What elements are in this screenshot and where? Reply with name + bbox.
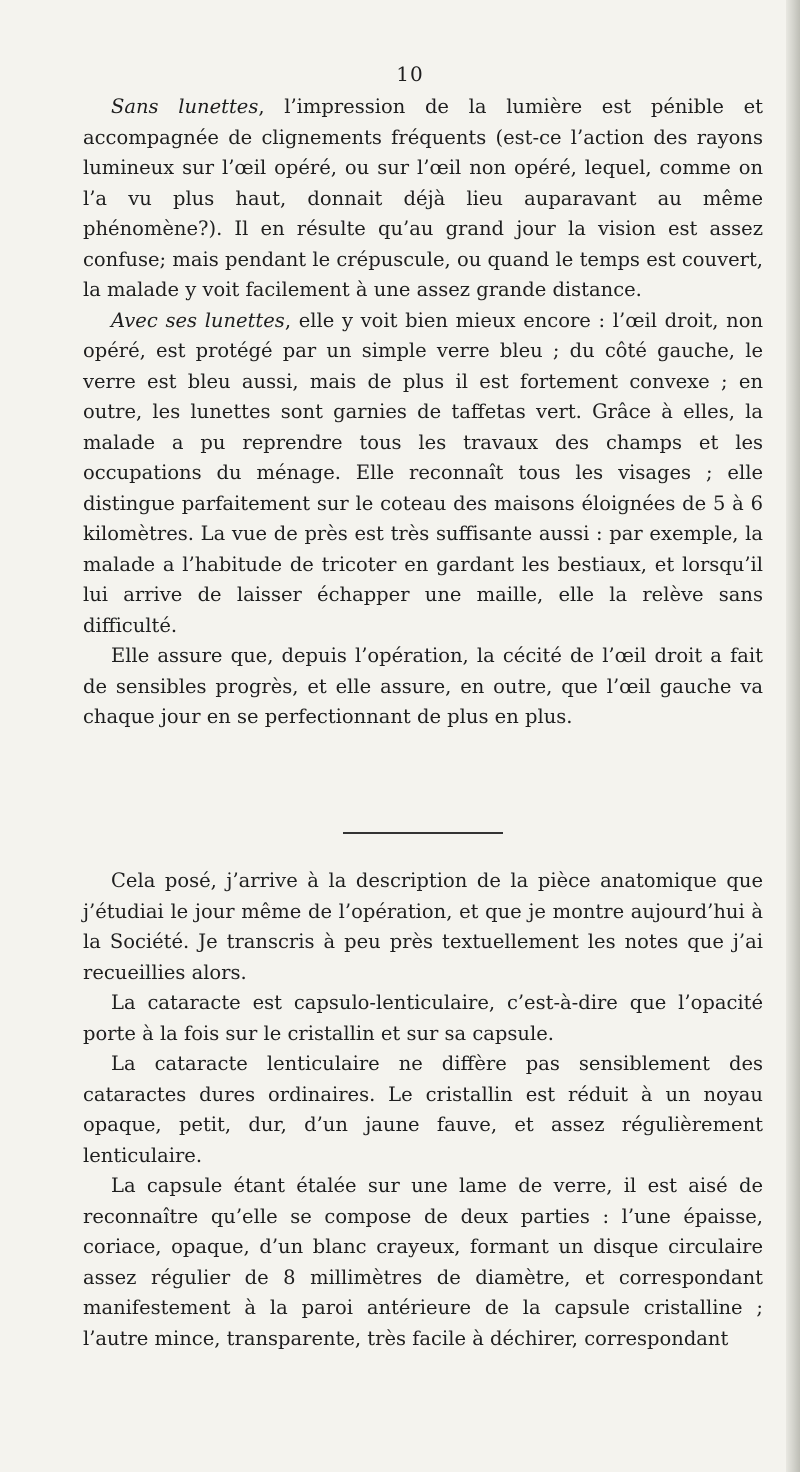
text-section-2 — [83, 866, 763, 1354]
paragraph-text: , elle y voit bien mieux encore : l’œil droit, non opéré, est protégé par un simple verre bleu ; du côté gauche, le verre est bleu aussi, mais de plus il est fortement convexe ; en outre, les lunettes sont garnies de taffetas vert. Grâce à elles, la malade a pu reprendre tous les travaux des champs et les occupations du ménage. Elle reconnaît tous les visages ; elle distingue parfaitement sur le coteau des maisons éloignées de 5 à 6 kilomètres. La vue de près est très suffisante aussi : par exemple, la malade a l’habitude de tricoter en gardant les bestiaux, et lorsqu’il lui arrive de laisser échapper une maille, elle la relève sans difficulté. — [83, 308, 764, 637]
italic-lead-avec-lunettes: Avec ses lunettes — [111, 308, 285, 332]
text-section-1 — [83, 92, 763, 733]
paragraph-capsulo-lenticulaire: La cataracte est capsulo-lenticulaire, c’est-à-dire que l’opacité porte à la fois sur le cristallin et sur sa capsule. — [83, 991, 763, 1045]
paragraph-text: , l’impression de la lumière est pénible et accompagnée de clignements fréquents (est-ce l’action des rayons lumineux sur l’œil opéré, ou sur l’œil non opéré, lequel, comme on l’a vu plus haut, donnait déjà lieu auparavant au même phénomène?). Il en résulte qu’au grand jour la vision est assez confuse; mais pendant le crépuscule, ou quand le temps est couvert, la malade y voit facilement à une assez grande distance. — [83, 95, 763, 301]
paragraph-avec-lunettes — [83, 306, 763, 642]
paragraph-cecite: Elle assure que, depuis l’opération, la cécité de l’œil droit a fait de sensibles progrès, et elle assure, en outre, que l’œil gauche va chaque jour en se perfectionnant de plus en plus. — [83, 644, 763, 728]
page-number: 10 — [396, 62, 424, 86]
page-edge-shadow — [786, 0, 800, 1472]
italic-lead-sans-lunettes: Sans lunettes — [111, 95, 259, 118]
paragraph-capsule: La capsule étant étalée sur une lame de verre, il est aisé de reconnaître qu’elle se compose de deux parties : l’une épaisse, coriace, opaque, d’un blanc crayeux, formant un disque circulaire assez régulier de 8 millimètres de diamètre, et correspondant manifestement à la paroi antérieure de la capsule cristalline ; l’autre mince, transparente, très facile à déchirer, correspondant — [83, 1174, 763, 1350]
paragraph-cataracte-lenticulaire: La cataracte lenticulaire ne diffère pas sensiblement des cataractes dures ordinaires. Le cristallin est réduit à un noyau opaque, petit, dur, d’un jaune fauve, et assez régulièrement lenticulaire. — [83, 1052, 763, 1167]
section-separator — [343, 832, 503, 834]
paragraph-description: Cela posé, j’arrive à la description de la pièce anatomique que j’étudiai le jour même de l’opération, et que je montre aujourd’hui à la Société. Je transcris à peu près textuellement les notes que j’ai recueillies alors. — [83, 869, 763, 984]
paragraph-sans-lunettes — [83, 92, 763, 306]
